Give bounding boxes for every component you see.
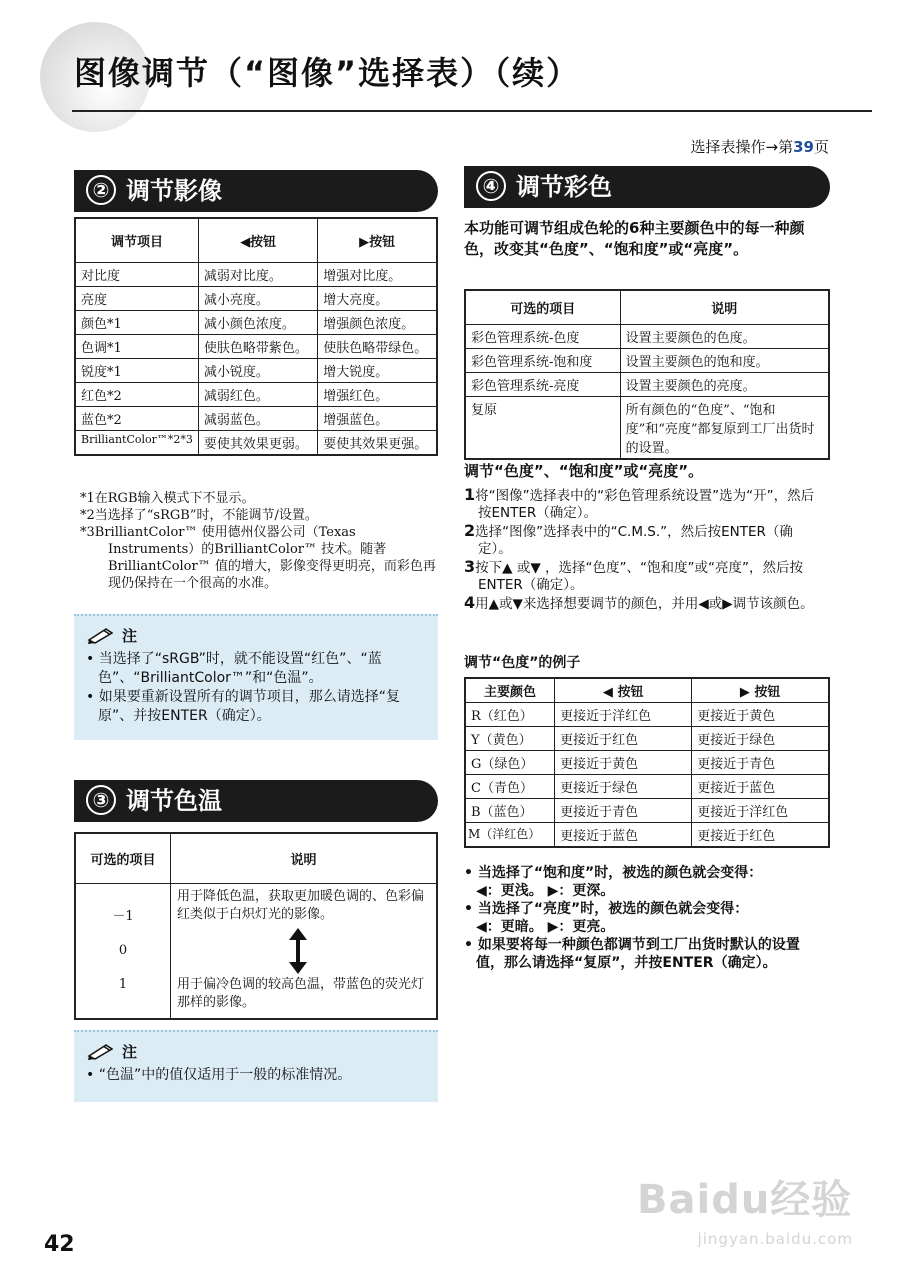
temp-value: 1 [118, 976, 128, 992]
watermark-text: Baidu经验 [637, 1177, 853, 1223]
table-cell: 增强蓝色。 [318, 406, 437, 430]
section-4-header [464, 166, 830, 208]
table-cell: 更接近于青色 [555, 799, 692, 823]
page-number: 42 [44, 1232, 75, 1257]
table-cell [171, 883, 437, 1019]
watermark-url: jingyan.baidu.com [697, 1230, 853, 1248]
bullet-item: • 如果要将每一种颜色都调节到工厂出货时默认的设置值，那么请选择“复原”，并按ENTER（确定）。 [464, 937, 800, 971]
footnote: *1在RGB输入模式下不显示。 [80, 491, 255, 506]
steps-list [464, 486, 826, 613]
table-cell: R（红色） [465, 703, 555, 727]
table-header: ◀ 按钮 [555, 678, 692, 703]
table-header: ▶按钮 [318, 218, 437, 262]
example-title: 调节“色度”的例子 [464, 655, 581, 671]
section-4-intro: 本功能可调节组成色轮的6种主要颜色中的每一种颜色，改变其“色度”、“饱和度”或“亮度”。 [464, 219, 805, 258]
section-2-number: ② [86, 175, 116, 205]
table-cell: 更接近于绿色 [692, 727, 829, 751]
adjust-image-table [74, 217, 438, 456]
watermark-logo [637, 1150, 857, 1260]
steps-title: 调节“色度”、“饱和度”或“亮度”。 [464, 462, 704, 480]
table-cell: 所有颜色的“色度”、“饱和度”和“亮度”都复原到工厂出货时的设置。 [620, 396, 829, 459]
section-2-header [74, 170, 438, 212]
step-item: 3按下▲ 或▼ ，选择“色度”、“饱和度”或“亮度”，然后按ENTER（确定）。 [464, 557, 803, 593]
note-item: • “色温”中的值仅适用于一般的标准情况。 [86, 1067, 352, 1083]
table-cell: 颜色*1 [75, 310, 198, 334]
table-cell: 更接近于蓝色 [555, 823, 692, 848]
table-cell: 设置主要颜色的饱和度。 [620, 348, 829, 372]
table-cell: 红色*2 [75, 382, 198, 406]
table-cell: M（洋红色） [465, 823, 555, 848]
table-header: ▶ 按钮 [692, 678, 829, 703]
table-cell: 更接近于黄色 [692, 703, 829, 727]
section-4-number: ④ [476, 171, 506, 201]
table-cell: 更接近于蓝色 [692, 775, 829, 799]
step-item: 1将“图像”选择表中的“彩色管理系统设置”选为“开”，然后按ENTER（确定）。 [464, 485, 815, 521]
hue-example-table [464, 677, 830, 848]
table-cell: 减弱对比度。 [198, 262, 317, 286]
table-cell: 彩色管理系统-饱和度 [465, 348, 620, 372]
table-cell: 对比度 [75, 262, 198, 286]
color-adjust-table [464, 289, 830, 460]
table-cell: 更接近于红色 [555, 727, 692, 751]
color-temp-table [74, 832, 438, 1020]
table-cell: 彩色管理系统-亮度 [465, 372, 620, 396]
bullet-item: • 当选择了“亮度”时，被选的颜色就会变得： [464, 901, 749, 917]
saturation-brightness-notes [464, 864, 826, 972]
table-cell: 增强颜色浓度。 [318, 310, 437, 334]
table-cell: G（绿色） [465, 751, 555, 775]
table-header: 主要颜色 [465, 678, 555, 703]
table-cell: 增大锐度。 [318, 358, 437, 382]
note-title: 注 [122, 627, 138, 645]
table-cell: 更接近于洋红色 [692, 799, 829, 823]
table-cell: 更接近于洋红色 [555, 703, 692, 727]
table-cell: 更接近于绿色 [555, 775, 692, 799]
bullet-item: • 当选择了“饱和度”时，被选的颜色就会变得： [464, 865, 763, 881]
table-cell: 蓝色*2 [75, 406, 198, 430]
ref-arrow-icon: → [765, 138, 779, 156]
title-area [30, 18, 870, 128]
note-box-section-3 [74, 1030, 438, 1102]
section-4-title: 调节彩色 [516, 173, 612, 201]
footnote: *2当选择了“sRGB”时，不能调节/设置。 [80, 508, 318, 523]
bullet-sub: ◀：更浅。 ▶：更深。 [476, 883, 615, 899]
pencil-icon [86, 626, 120, 644]
page-title: 图像调节（“图像”选择表）（续） [74, 54, 581, 92]
table-cell: 减小颜色浓度。 [198, 310, 317, 334]
section-3-header [74, 780, 438, 822]
table-cell: 彩色管理系统-色度 [465, 324, 620, 348]
table-cell: 增强红色。 [318, 382, 437, 406]
table-cell: 减弱蓝色。 [198, 406, 317, 430]
table-cell: 设置主要颜色的色度。 [620, 324, 829, 348]
table-header: 说明 [171, 833, 437, 883]
note-item: • 如果要重新设置所有的调节项目，那么请选择“复原”、并按ENTER（确定）。 [86, 689, 400, 724]
table-header: 可选的项目 [465, 290, 620, 324]
table-cell: 更接近于青色 [692, 751, 829, 775]
table-header: 说明 [620, 290, 829, 324]
table-header: ◀按钮 [198, 218, 317, 262]
ref-text: 选择表操作 [690, 138, 766, 156]
footnotes [80, 490, 436, 592]
table-cell: BrilliantColor™*2*3 [75, 430, 198, 455]
table-cell: B（蓝色） [465, 799, 555, 823]
section-2-title: 调节影像 [126, 177, 222, 205]
ref-prefix: 第 [778, 138, 794, 156]
table-cell: 更接近于红色 [692, 823, 829, 848]
title-underline [72, 110, 872, 112]
table-cell: 色调*1 [75, 334, 198, 358]
ref-page-number: 39 [793, 138, 814, 156]
table-cell: 使肤色略带紫色。 [198, 334, 317, 358]
note-item: • 当选择了“sRGB”时，就不能设置“红色”、“蓝色”、“BrilliantColor™”和“色温”。 [86, 651, 382, 686]
table-cell: 要使其效果更弱。 [198, 430, 317, 455]
bullet-sub: ◀：更暗。 ▶：更亮。 [476, 919, 615, 935]
table-cell [75, 883, 171, 1019]
table-cell: 更接近于黄色 [555, 751, 692, 775]
table-cell: 要使其效果更强。 [318, 430, 437, 455]
table-cell: 锐度*1 [75, 358, 198, 382]
section-3-title: 调节色温 [126, 787, 222, 815]
table-cell: 设置主要颜色的亮度。 [620, 372, 829, 396]
section-3-number: ③ [86, 785, 116, 815]
note-heading [86, 626, 426, 646]
double-arrow-icon [289, 928, 307, 974]
step-item: 2选择“图像”选择表中的“C.M.S.”，然后按ENTER（确定）。 [464, 521, 793, 557]
temp-value: －1 [112, 908, 134, 924]
table-header: 可选的项目 [75, 833, 171, 883]
table-header: 调节项目 [75, 218, 198, 262]
temp-value: 0 [118, 942, 128, 958]
table-cell: 减小锐度。 [198, 358, 317, 382]
table-cell: C（青色） [465, 775, 555, 799]
note-title: 注 [122, 1043, 138, 1061]
ref-suffix: 页 [813, 138, 829, 156]
table-cell: 亮度 [75, 286, 198, 310]
temp-desc-low: 用于降低色温，获取更加暖色调的、色彩偏红类似于白炽灯光的影像。 [177, 888, 425, 922]
table-cell: 使肤色略带绿色。 [318, 334, 437, 358]
table-cell: 减小亮度。 [198, 286, 317, 310]
pencil-icon [86, 1042, 120, 1060]
table-cell: 减弱红色。 [198, 382, 317, 406]
table-cell: 增强对比度。 [318, 262, 437, 286]
table-cell: 复原 [465, 396, 620, 459]
page-reference [691, 136, 830, 157]
step-item: 4用▲或▼来选择想要调节的颜色，并用◀或▶调节该颜色。 [464, 593, 814, 612]
note-box-section-2 [74, 614, 438, 740]
note-heading [86, 1042, 426, 1062]
table-cell: 增大亮度。 [318, 286, 437, 310]
footnote: *3BrilliantColor™ 使用德州仪器公司（Texas Instruments）的BrilliantColor™ 技术。随著BrilliantColor™ 值的增大，影像变得更明亮，而彩色再现仍保持在一个很高的水准。 [80, 525, 436, 591]
temp-desc-high: 用于偏冷色调的较高色温，带蓝色的荧光灯那样的影像。 [177, 976, 425, 1010]
table-cell: Y（黄色） [465, 727, 555, 751]
